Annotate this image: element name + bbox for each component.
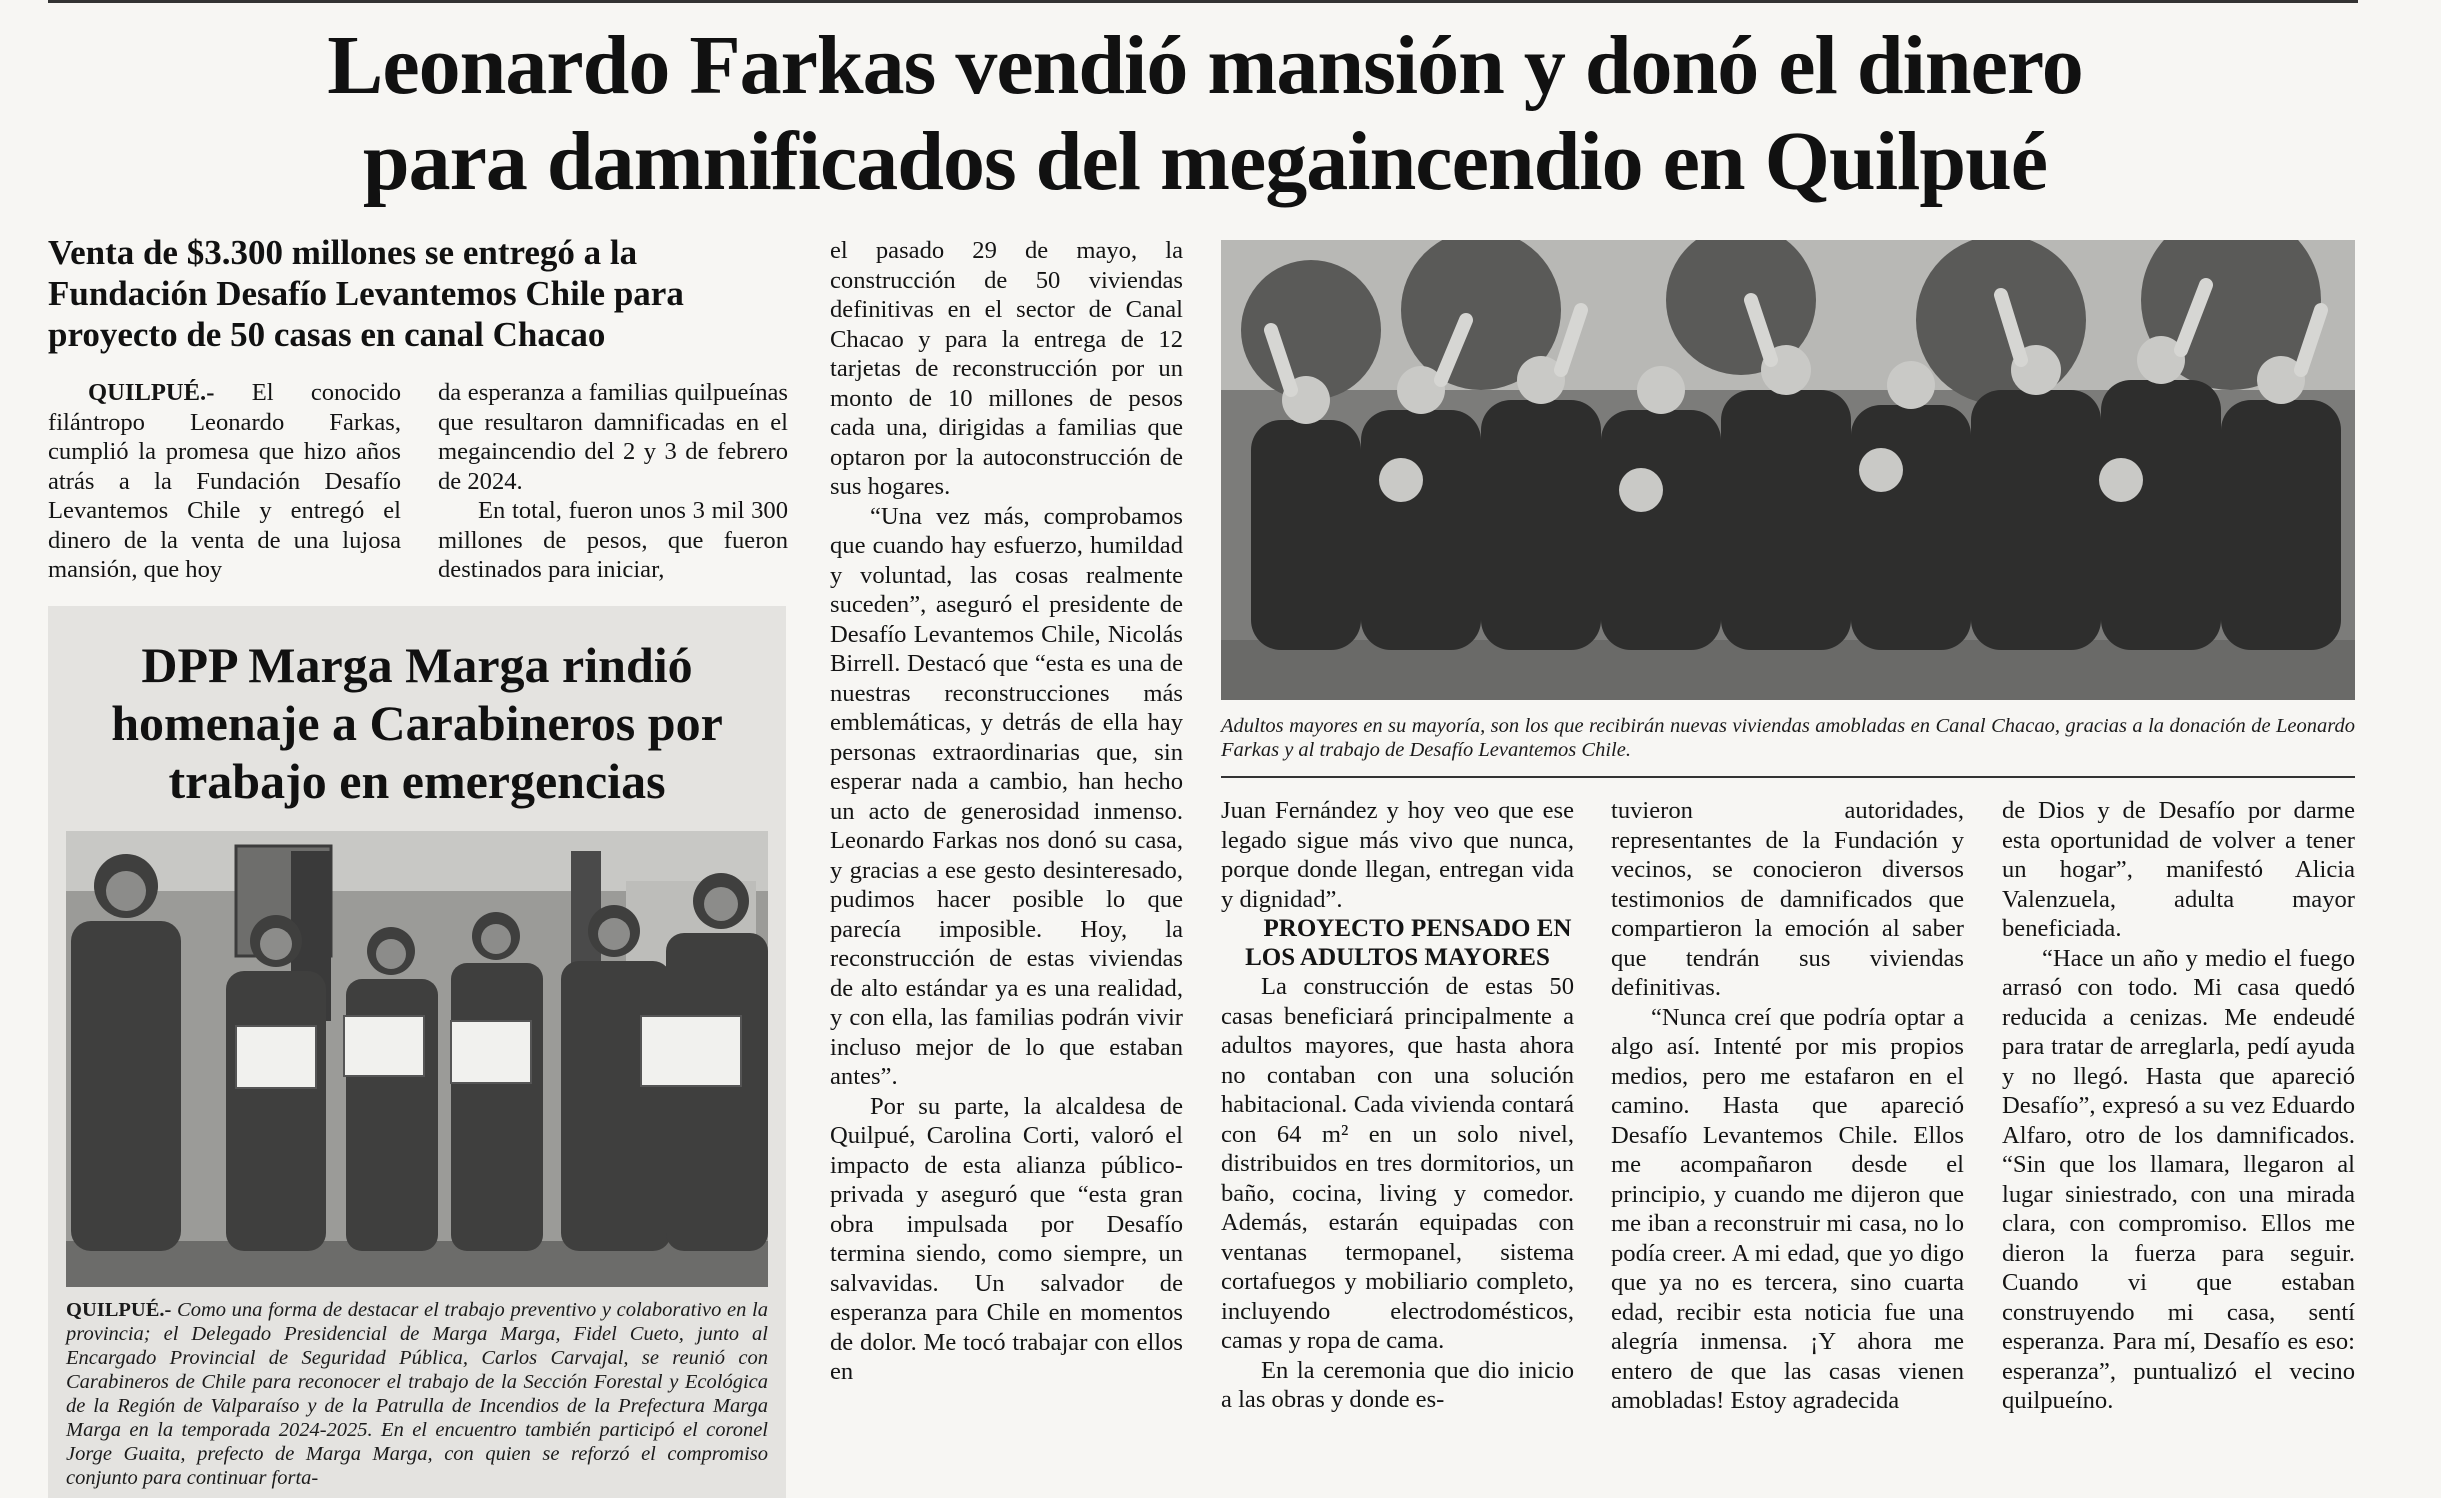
paragraph: En total, fueron unos 3 mil 300 millones de pesos, que fueron destinados para iniciar, <box>438 497 788 583</box>
group-photo-image <box>1221 240 2355 700</box>
article-deck: Venta de $3.300 millones se entregó a la Fundación Desafío Levantemos Chile para proyecto de 50 casas en canal Chacao <box>48 233 684 354</box>
sidebar-caption: QUILPUÉ.- Como una forma de destacar el trabajo preventivo y colaborativo en la provincia; el Delegado Presidencial de Marga Marga, Fidel Cueto, junto al Encargado Provincial de Seguridad Pública, Carlos Carvajal, se reunió con Carabineros de Chile para reconocer el trabajo de la Sección Forestal y Ecológica de la Región de Valparaíso y de la Patrulla de Incendios de la Prefectura Marga Marga en la temporada 2024-2025. En el encuentro también participó el coronel Jorge Guaita, prefecto de Marga Marga, con quien se reforzó el compromiso conjunto para continuar forta- <box>66 1299 768 1489</box>
sidebar-box <box>48 606 786 1498</box>
dateline: QUILPUÉ.- <box>88 379 215 406</box>
article-column-4 <box>1221 796 1574 1415</box>
paragraph: el pasado 29 de mayo, la construcción de 50 viviendas definitivas en el sector de Canal Chacao y para la entrega de 12 tarjetas de reconstrucción por un monto de 10 millones de pesos cada una, dirigidas a familias que optaron por la autoconstrucción de sus hogares. <box>830 237 1183 500</box>
main-group-photo <box>1221 240 2355 700</box>
article-column-6 <box>2002 796 2355 1416</box>
paragraph: “Nunca creí que podría optar a algo así. Intenté por mis propios medios, pero me estafaron en el camino. Hasta que apareció Desafío Levantemos Chile. Ellos me acompañaron desde el principio, y cuando me dijeron que me iban a reconstruir mi casa, no lo podía creer. A mi edad, que yo digo que ya no es tercera, sino cuarta edad, recibir esta noticia fue una alegría inmensa. ¡Y ahora me entero de que las casas vienen amobladas! Estoy agradecida <box>1611 1003 1964 1414</box>
caption-dateline: QUILPUÉ.- <box>66 1299 172 1321</box>
article-column-2 <box>438 378 788 585</box>
paragraph: “Una vez más, comprobamos que cuando hay esfuerzo, humildad y voluntad, las cosas realmente suceden”, aseguró el presidente de Desafío Levantemos Chile, Nicolás Birrell. Destacó que “esta es una de nuestras reconstrucciones más emblemáticas, y detrás de ella hay personas extraordinarias que, sin esperar nada a cambio, han hecho un acto de generosidad inmenso. Leonardo Farkas nos donó su casa, y gracias a ese gesto desinteresado, pudimos hacer posible lo que parecía imposible. Hoy, la reconstrucción de estas viviendas de alto estándar ya es una realidad, y con ella, las familias podrán vivir incluso mejor de lo que estaban antes”. <box>830 502 1183 1090</box>
sidebar-headline: DPP Marga Marga rindió homenaje a Carabineros por trabajo en emergencias <box>111 637 723 809</box>
headline-line-1: Leonardo Farkas vendió mansión y donó el dinero <box>327 19 2083 112</box>
paragraph: “Hace un año y medio el fuego arrasó con todo. Mi casa quedó reducida a cenizas. Me endeudé para tratar de arreglarla, pedí ayuda y no llegó. Hasta que apareció Desafío”, expresó a su vez Eduardo Alfaro, otro de los damnificados. “Sin que los llamara, llegaron al lugar siniestrado, con una mirada clara, con compromiso. Ellos me dieron la fuerza para seguir. Cuando vi que estaban construyendo mi casa, sentí esperanza. Para mí, Desafío es eso: esperanza”, puntualizó el vecino quilpueíno. <box>2002 944 2355 1414</box>
paragraph: Por su parte, la alcaldesa de Quilpué, Carolina Corti, valoró el impacto de esta alianza público-privada y aseguró que “esta gran obra impulsada por Desafío termina siendo, como siempre, un salvavidas. Un salvador de esperanza para Chile en momentos de dolor. Me tocó trabajar con ellos en <box>830 1092 1183 1385</box>
paragraph: da esperanza a familias quilpueínas que resultaron damnificadas en el megaincendio del 2 y 3 de febrero de 2024. <box>438 379 788 495</box>
article-column-3 <box>830 236 1183 1387</box>
paragraph: tuvieron autoridades, representantes de la Fundación y vecinos, se conocieron diversos testimonios de damnificados que compartieron la emoción al saber que tendrán sus viviendas definitivas. <box>1611 797 1964 1001</box>
subhead: PROYECTO PENSADO EN LOS ADULTOS MAYORES <box>1245 915 1572 971</box>
lead-paragraph: QUILPUÉ.- El conocido filántropo Leonardo Farkas, cumplió la promesa que hizo años atrás a la Fundación Desafío Levantemos Chile y entregó el dinero de la venta de una lujosa mansión, que hoy <box>48 379 401 583</box>
caption-rule <box>1221 776 2355 778</box>
main-headline <box>60 18 2350 210</box>
paragraph: La construcción de estas 50 casas beneficiará principalmente a adultos mayores, que hasta ahora no contaban con una solución habitacional. Cada vivienda contará con 64 m² en un solo nivel, distribuidos en tres dormitorios, un baño, cocina, living y comedor. Además, estarán equipadas con ventanas termopanel, sistema cortafuegos y mobiliario completo, incluyendo electrodomésticos, camas y ropa de cama. <box>1221 973 1574 1354</box>
article-column-5 <box>1611 796 1964 1416</box>
paragraph: Juan Fernández y hoy veo que ese legado sigue más vivo que nunca, porque donde llegan, entregan vida y dignidad”. <box>1221 797 1574 913</box>
top-rule <box>48 0 2358 3</box>
article-column-1 <box>48 378 401 585</box>
carabineros-photo-image <box>66 831 768 1287</box>
carabineros-photo <box>66 831 768 1287</box>
paragraph: de Dios y de Desafío por darme esta oportunidad de volver a tener un hogar”, manifestó Alicia Valenzuela, adulta mayor beneficiada. <box>2002 797 2355 942</box>
main-photo-caption: Adultos mayores en su mayoría, son los que recibirán nuevas viviendas amobladas en Canal Chacao, gracias a la donación de Leonardo Farkas y al trabajo de Desafío Levantemos Chile. <box>1221 715 2355 761</box>
headline-line-2: para damnificados del megaincendio en Quilpué <box>362 115 2048 208</box>
paragraph: En la ceremonia que dio inicio a las obras y donde es- <box>1221 1356 1574 1413</box>
